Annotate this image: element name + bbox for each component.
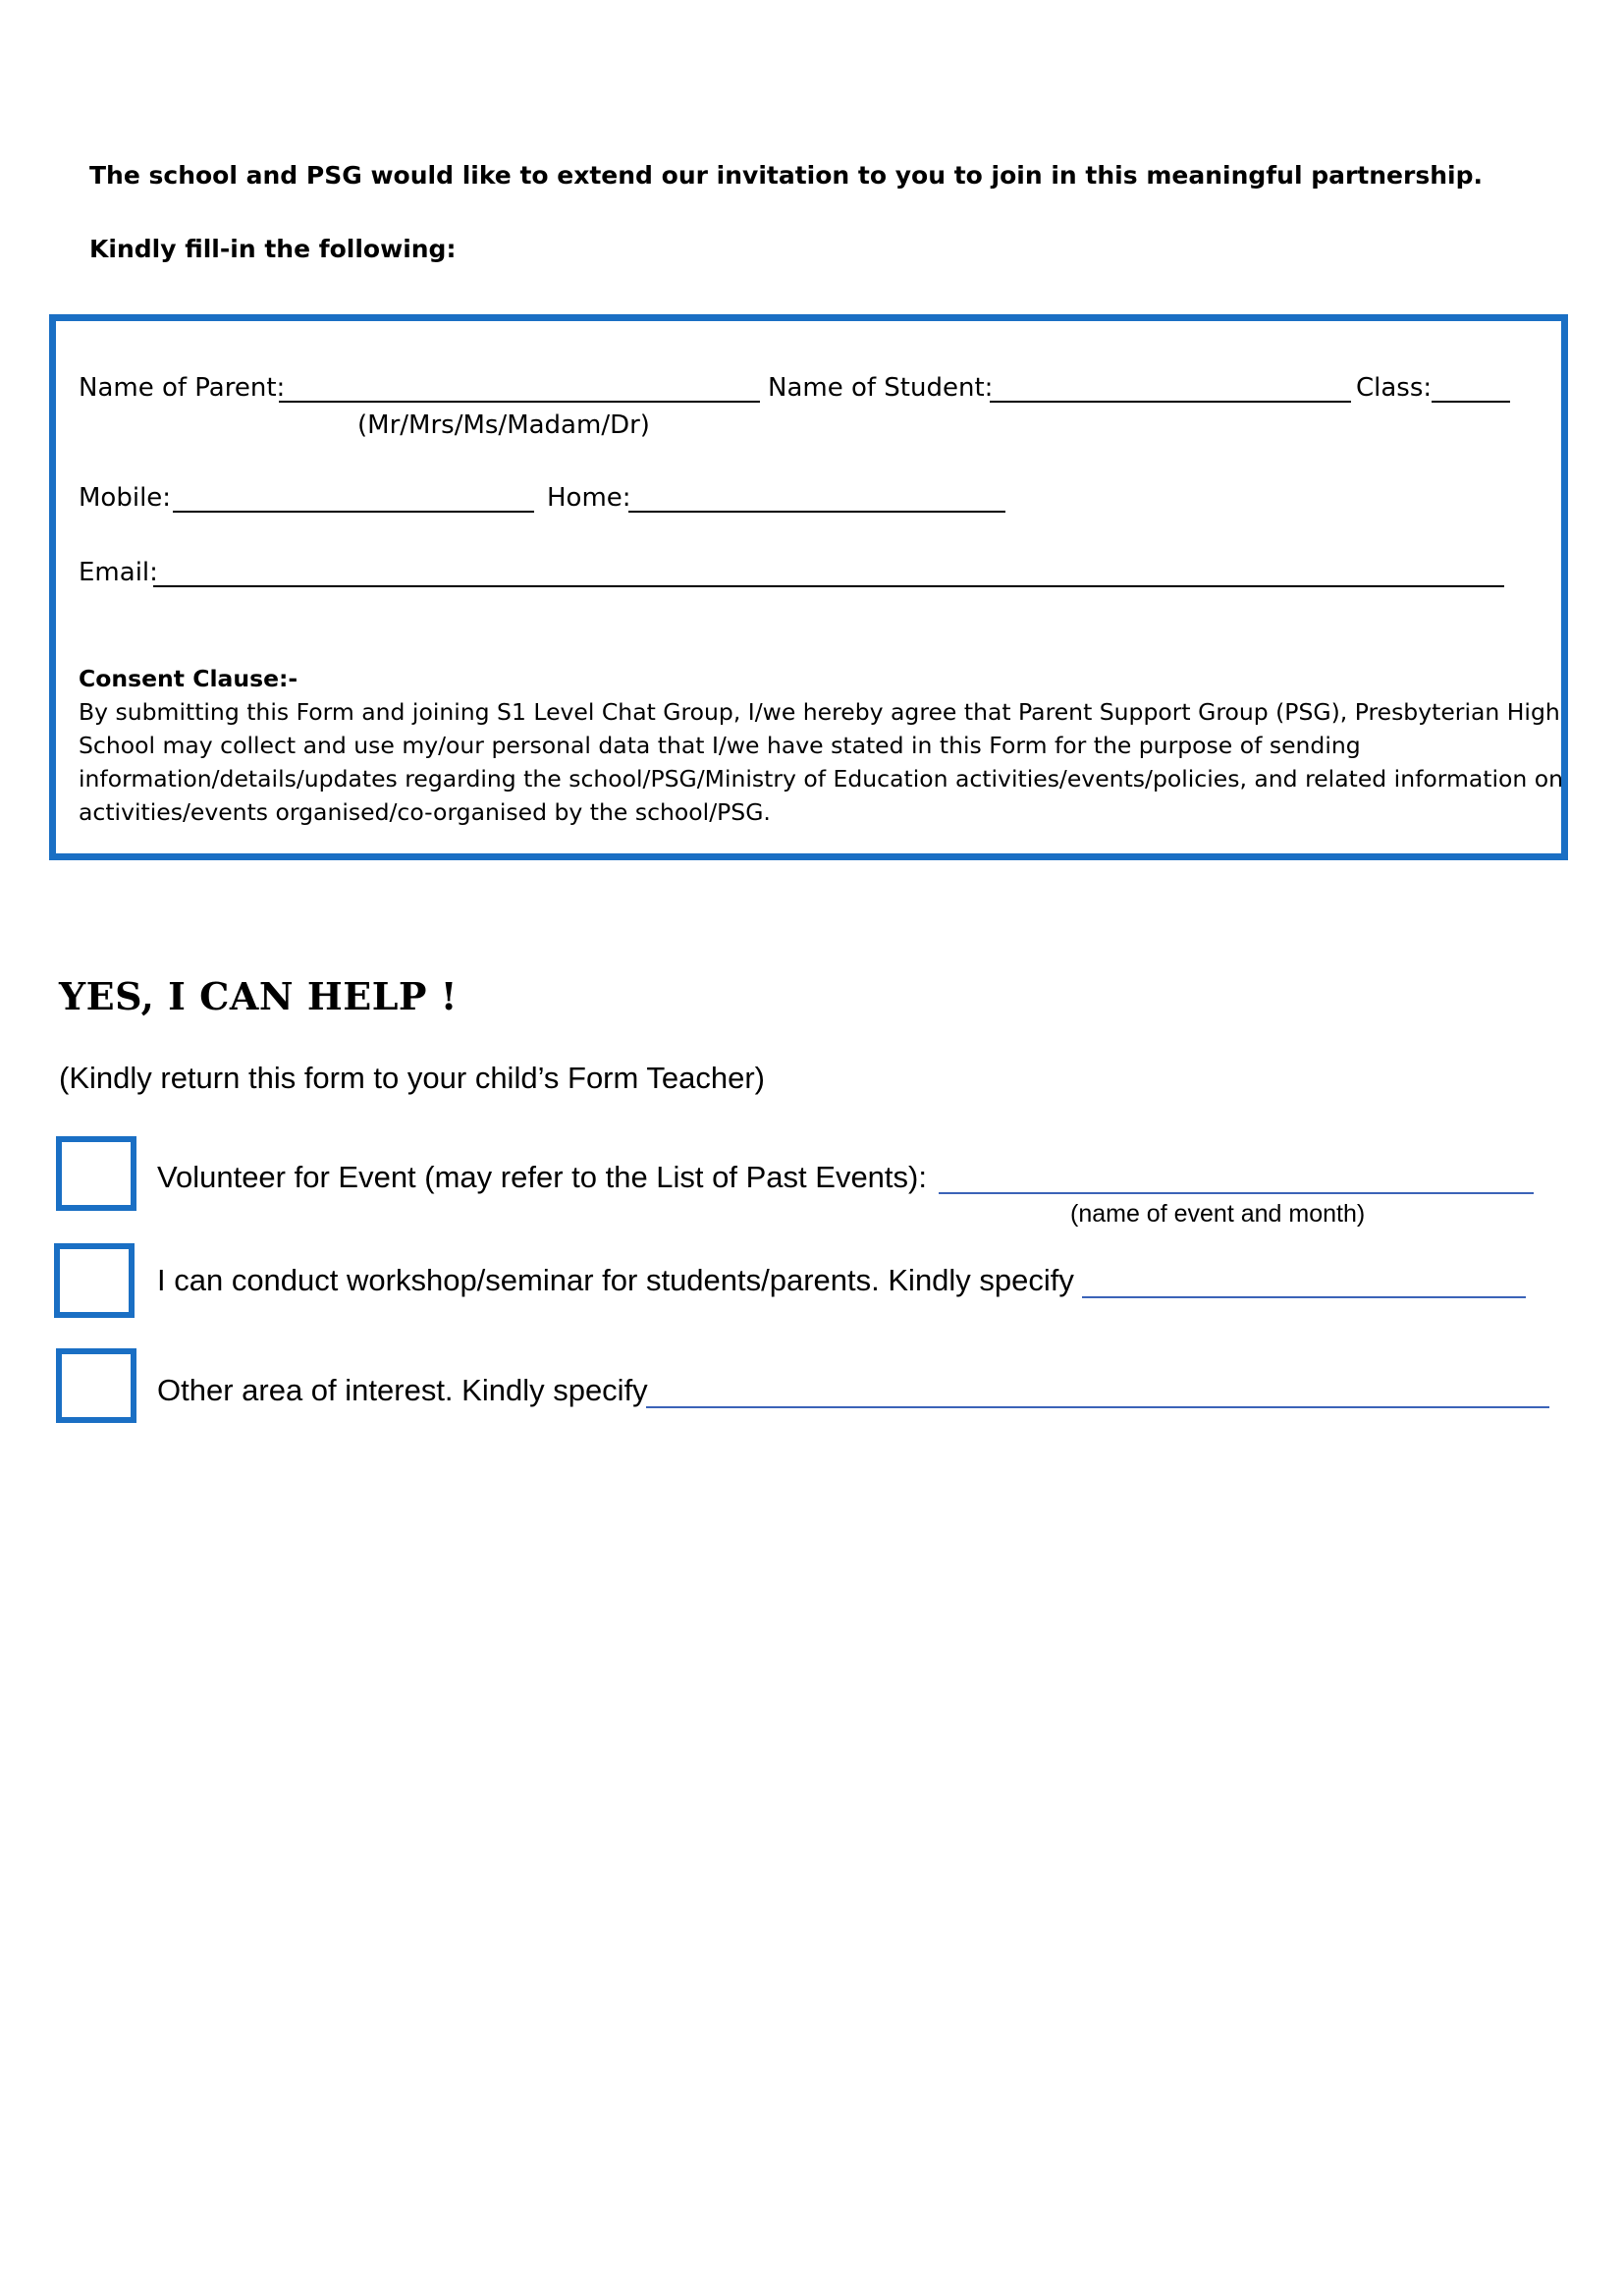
volunteer-event-checkbox[interactable] xyxy=(56,1136,136,1211)
parent-title-hint: (Mr/Mrs/Ms/Madam/Dr) xyxy=(357,410,650,440)
volunteer-event-field[interactable] xyxy=(939,1192,1534,1194)
consent-clause xyxy=(79,662,1571,829)
parent-name-field[interactable] xyxy=(279,401,760,403)
workshop-label: I can conduct workshop/seminar for students/parents. Kindly specify xyxy=(157,1263,1074,1297)
help-title: YES, I CAN HELP ! xyxy=(59,974,458,1018)
student-name-label: Name of Student: xyxy=(768,373,994,403)
instruction-text: Kindly fill-in the following: xyxy=(89,235,457,263)
workshop-checkbox[interactable] xyxy=(54,1243,135,1318)
email-label: Email: xyxy=(79,558,158,587)
other-interest-label: Other area of interest. Kindly specify xyxy=(157,1373,648,1407)
workshop-field[interactable] xyxy=(1082,1296,1526,1298)
help-subtitle: (Kindly return this form to your child’s Form Teacher) xyxy=(59,1061,765,1095)
mobile-label: Mobile: xyxy=(79,483,172,513)
invitation-text: The school and PSG would like to extend our invitation to you to join in this meaningful partnership. xyxy=(89,161,1483,190)
consent-heading: Consent Clause:- xyxy=(79,665,298,692)
mobile-field[interactable] xyxy=(173,511,534,513)
volunteer-event-label: Volunteer for Event (may refer to the List of Past Events): xyxy=(157,1160,927,1194)
other-interest-field[interactable] xyxy=(646,1406,1549,1408)
home-label: Home: xyxy=(547,483,631,513)
class-label: Class: xyxy=(1356,373,1433,403)
email-field[interactable] xyxy=(153,585,1504,587)
parent-name-label: Name of Parent: xyxy=(79,373,286,403)
event-name-hint: (name of event and month) xyxy=(1070,1200,1366,1228)
home-field[interactable] xyxy=(628,511,1005,513)
student-name-field[interactable] xyxy=(990,401,1351,403)
class-field[interactable] xyxy=(1432,401,1510,403)
consent-body: By submitting this Form and joining S1 Level Chat Group, I/we hereby agree that Parent Support Group (PSG), Presbyterian High School may collect and use my/our personal data that I/we have stated in this Form for the purpose of sending information/details/updates regarding the school/PSG/Ministry of Education activities/events/policies, and related information on activities/events organised/co-organised by the school/PSG. xyxy=(79,698,1564,826)
other-interest-checkbox[interactable] xyxy=(56,1348,136,1423)
